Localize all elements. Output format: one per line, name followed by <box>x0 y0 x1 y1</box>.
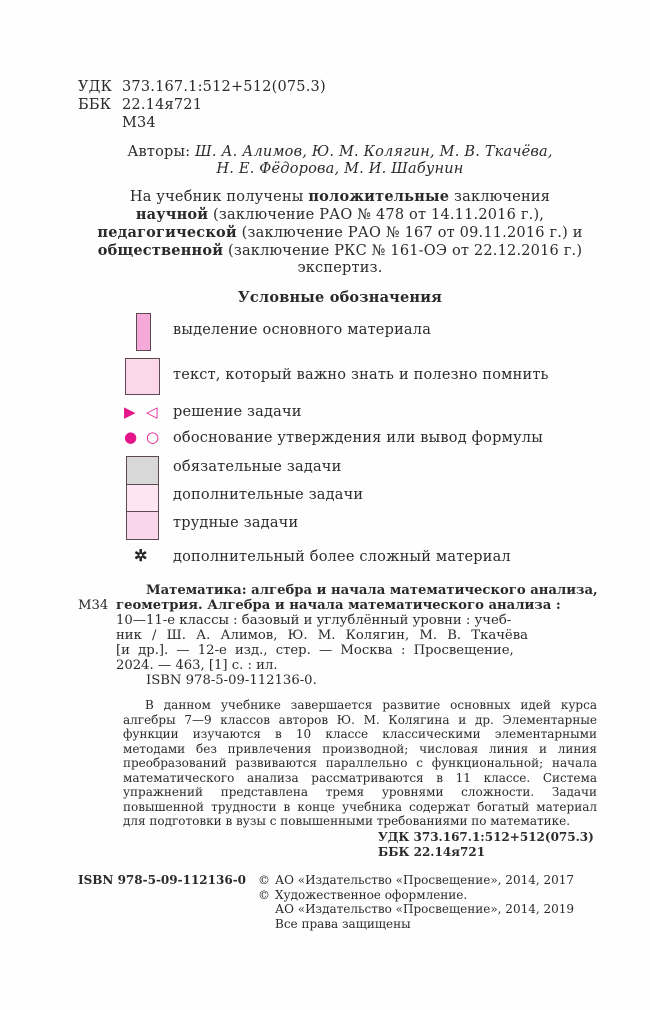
legend-item-label: обоснование утверждения или вывод формулы <box>173 430 543 446</box>
circle-outline-icon: ○ <box>146 428 160 446</box>
catalog-title-line2: геометрия. Алгебра и начала математического анализа : <box>116 598 561 613</box>
bbk-value: 22.14я721 <box>122 97 203 113</box>
gray-box-icon <box>126 456 159 485</box>
authors-block <box>110 144 570 178</box>
abstract <box>123 698 597 829</box>
authors-label: Авторы: <box>127 144 191 160</box>
copyright-line: Все права защищены <box>275 916 411 931</box>
copyright-line: Художественное оформление. <box>275 887 468 902</box>
udk-label: УДК <box>78 79 113 95</box>
legend-item-label: выделение основного материала <box>173 322 432 338</box>
classification-codes <box>78 79 326 133</box>
catalog-line: ник / Ш. А. Алимов, Ю. М. Колягин, М. В. Ткачёва <box>116 628 529 643</box>
author-mark: М34 <box>122 115 156 131</box>
legend-title: Условные обозначения <box>237 289 443 306</box>
legend-item-label: решение задачи <box>173 404 302 420</box>
abstract-text: В данном учебнике завершается развитие основных идей курса алгебры 7—9 классов авторов Ю. М. Колягина и др. Элементарные функции изучаются в 10 классе классическими элементарными методами без привлечения производной; числовая линия и линия преобразований развиваются параллельно с функциональной; начала математического анализа рассматриваются в 11 классе. Система упражнений представлена тремя уровнями сложности. Задачи повышенной трудности в конце учебника содержат богатый материал для подготовки в вузы с повышенными требованиями по математике. <box>123 698 597 828</box>
reviews-text: (заключение РАО № 478 от 14.11.2016 г.), <box>208 207 545 223</box>
catalog-entry <box>78 583 608 688</box>
triangle-filled-icon: ▶ <box>124 403 136 421</box>
copyright-icon: © <box>258 873 270 887</box>
legend-item-label: трудные задачи <box>173 515 299 531</box>
reviews-text: заключения <box>449 189 551 205</box>
reviews-block <box>90 188 590 277</box>
reviews-text: (заключение РАО № 167 от 09.11.2016 г.) и <box>236 225 583 241</box>
reviews-text: (заключение РКС № 161-ОЭ от 22.12.2016 г.) <box>223 243 583 259</box>
isbn: ISBN 978-5-09-112136-0 <box>78 873 247 887</box>
catalog-title-line1: Математика: алгебра и начала математического анализа, <box>146 583 598 598</box>
copyright-icon: © <box>258 887 270 902</box>
triangle-outline-icon: ◁ <box>146 403 158 421</box>
catalog-mark: М34 <box>78 598 109 613</box>
catalog-line: 2024. — 463, [1] с. : ил. <box>116 658 278 673</box>
circle-filled-icon: ● <box>124 428 138 446</box>
light-pink-box-icon <box>126 484 159 513</box>
pink-bar-icon <box>136 313 151 351</box>
legend-item-label: текст, который важно знать и полезно помнить <box>173 367 549 383</box>
catalog-line: [и др.]. — 12-е изд., стер. — Москва : Просвещение, <box>116 643 514 658</box>
copyright-block <box>258 873 574 931</box>
reviews-text: экспертиз. <box>297 260 383 276</box>
copyright-line: АО «Издательство «Просвещение», 2014, 2017 <box>275 873 575 887</box>
asterisk-icon: ✲ <box>134 546 148 565</box>
pink-box-icon <box>126 511 159 540</box>
copyright-line: АО «Издательство «Просвещение», 2014, 2019 <box>275 902 575 916</box>
footer-bbk: ББК 22.14я721 <box>378 844 486 859</box>
legend-item-label: дополнительный более сложный материал <box>173 549 511 565</box>
footer-udk: УДК 373.167.1:512+512(075.3) <box>378 830 594 844</box>
bbk-label: ББК <box>78 97 112 113</box>
reviews-bold: положительные <box>308 188 450 205</box>
udk-value: 373.167.1:512+512(075.3) <box>122 79 326 95</box>
pink-square-icon <box>125 358 160 395</box>
authors-line1: Ш. А. Алимов, Ю. М. Колягин, М. В. Ткачёва, <box>195 144 553 160</box>
reviews-text: На учебник получены <box>129 189 309 205</box>
authors-line2: Н. Е. Фёдорова, М. И. Шабунин <box>216 161 464 177</box>
footer-codes <box>378 830 594 859</box>
reviews-bold: общественной <box>97 242 224 259</box>
reviews-bold: педагогической <box>97 224 237 241</box>
legend-item-label: дополнительные задачи <box>173 487 364 503</box>
catalog-line: 10—11-е классы : базовый и углублённый уровни : учеб- <box>116 613 512 628</box>
catalog-isbn: ISBN 978-5-09-112136-0. <box>146 673 317 688</box>
legend-item-label: обязательные задачи <box>173 459 342 475</box>
reviews-bold: научной <box>135 206 209 223</box>
